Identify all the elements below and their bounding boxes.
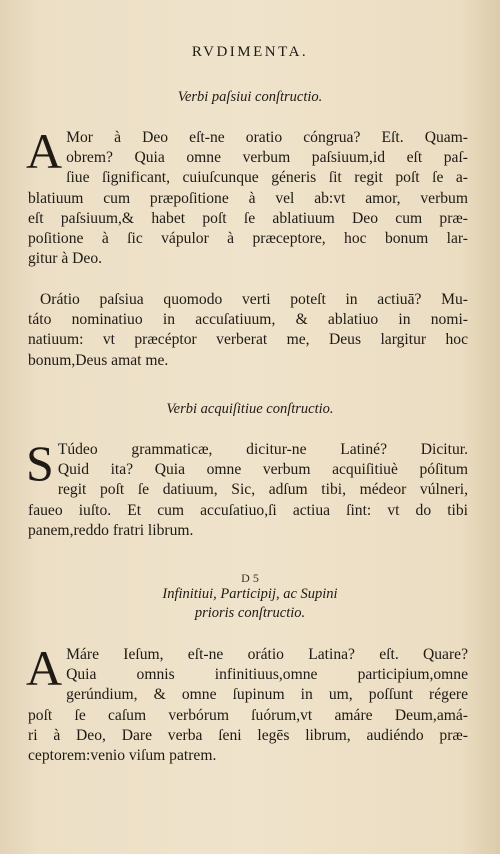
text-line: faueo iuſto. Et cum accuſatiuo,ſi actiua ſint: vt do tibi (28, 501, 468, 519)
heading-line: prioris conſtructio. (194, 605, 306, 621)
text-line: obrem? Quia omne verbum paſsiuum,id eſt paſ- (66, 149, 468, 167)
heading-line: Verbi acquiſitiue conſtructio. (166, 401, 334, 417)
text-line: bonum,Deus amat me. (28, 351, 169, 369)
text-line: Orátio paſsiua quomodo verti poteſt in actiuā? Mu- (40, 291, 468, 308)
text-line: ſiue ſignificant, cuiuſcunque géneris ſit regit poſt ſe a- (66, 169, 468, 187)
heading-line: Infinitiui, Participij, ac Supini (162, 586, 338, 602)
text-line: ri à Deo, Dare verba ſeni legēs librum, audiéndo præ- (28, 726, 468, 744)
text-line: Túdeo grammaticæ, dicitur-ne Latiné? Dicitur. (57, 441, 468, 458)
text-line: regit poſt ſe datiuum, Sic, adſum tibi, médeor vúlneri, (57, 481, 468, 499)
drop-cap-letter: A (26, 640, 63, 696)
drop-cap-letter: A (26, 123, 63, 179)
text-line: blatiuum cum præpoſitione à vel ab:vt amor, verbum (28, 189, 468, 207)
text-line: gitur à Deo. (28, 250, 103, 268)
text-line: gerúndium, & omne ſupinum in um, poſſunt régere (66, 686, 468, 704)
text-line: Máre Ieſum, eſt-ne orátio Latina? eſt. Quare? (66, 646, 468, 663)
text-line: eſt paſsiuum,& habet poſt ſe ablatiuum Deo cum præ- (28, 209, 468, 227)
text-line: Quia omnis infinitiuus,omne participium,omne (66, 666, 468, 684)
text-line: poſitione à ſic vápulor à præceptore, hoc bonum lar- (28, 230, 468, 248)
paragraph-passive-2 (28, 290, 468, 371)
drop-cap-letter: S (26, 435, 54, 491)
heading-line: Verbi paſsiui conſtructio. (177, 89, 323, 105)
text-line: panem,reddo fratri librum. (28, 521, 194, 539)
section-heading-passive (0, 88, 500, 107)
text-line: Mor à Deo eſt-ne oratio cóngrua? Eſt. Quam- (66, 129, 468, 146)
signature-mark: D 5 (241, 571, 259, 585)
text-line: Quid ita? Quia omne verbum acquiſitiuè póſitum (57, 461, 468, 479)
text-line: poſt ſe caſum verbórum ſuórum,vt amáre Deum,amá- (28, 706, 468, 724)
running-head: RVDIMENTA. (191, 44, 309, 60)
paragraph-infinitive (26, 640, 468, 766)
section-heading-infinitive (0, 585, 500, 623)
section-heading-acquisitive (0, 400, 500, 419)
paragraph-acquisitive (26, 435, 468, 541)
text-line: ceptorem:venio viſum patrem. (28, 747, 217, 765)
text-line: táto nominatiuo in accuſatiuum, & ablatiuo in nomi- (28, 311, 468, 329)
text-line: natiuum: vt præcéptor verberat me, Deus largitur hoc (28, 331, 468, 349)
paragraph-passive-1 (26, 123, 468, 269)
